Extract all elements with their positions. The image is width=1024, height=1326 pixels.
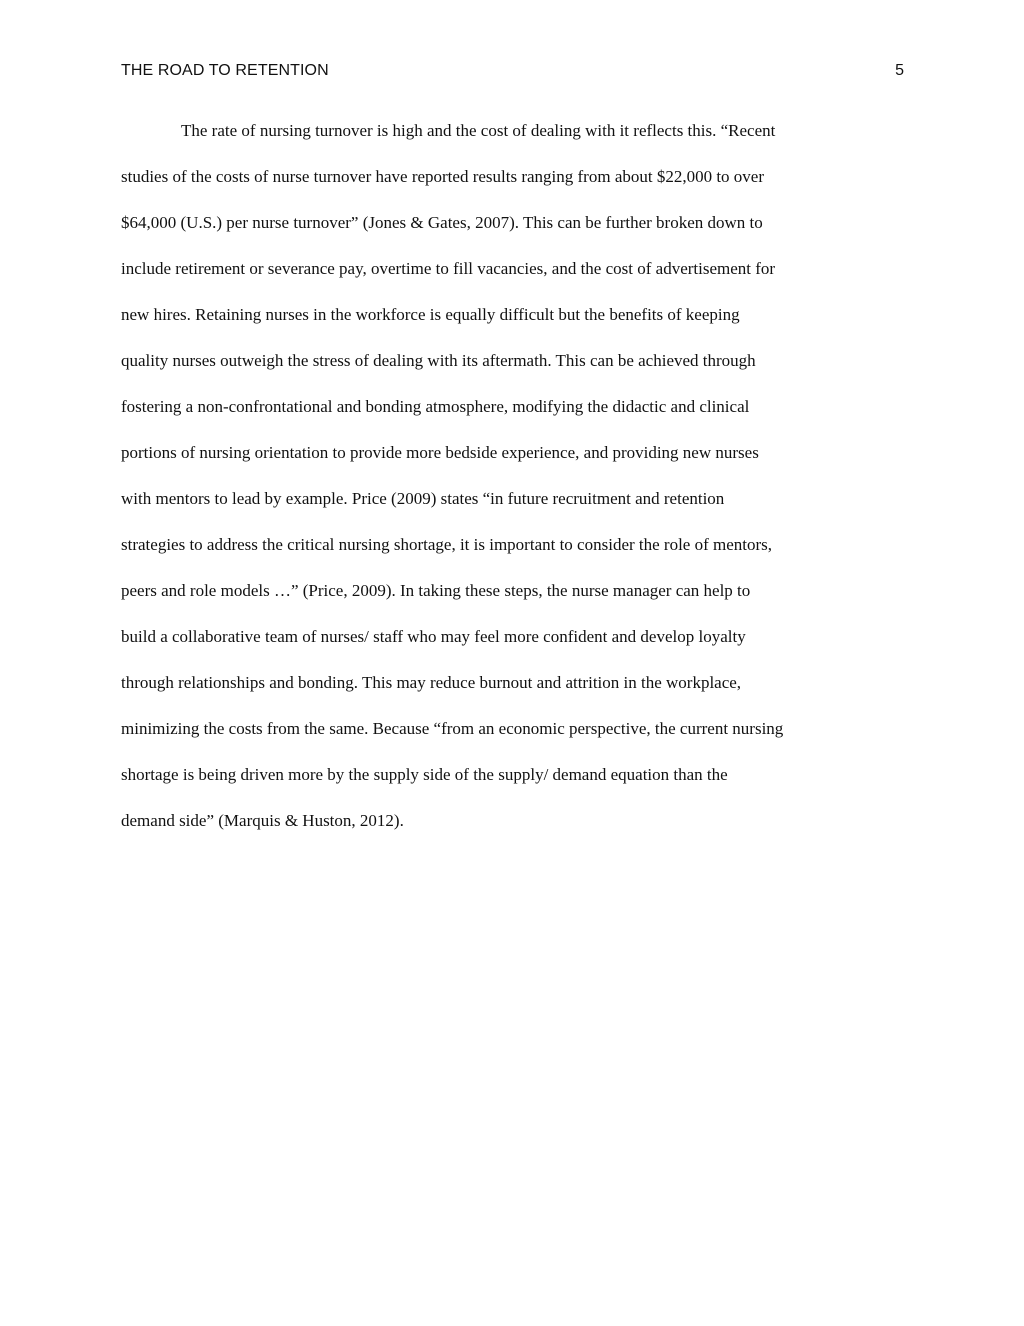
paragraph-line: new hires. Retaining nurses in the workforce is equally difficult but the benefits of keeping	[121, 305, 740, 324]
paragraph-line: build a collaborative team of nurses/ staff who may feel more confident and develop loyalty	[121, 627, 746, 646]
paragraph-line: strategies to address the critical nursing shortage, it is important to consider the role of mentors,	[121, 535, 773, 554]
paragraph-line: with mentors to lead by example. Price (2009) states “in future recruitment and retention	[121, 489, 725, 508]
paragraph-line: demand side” (Marquis & Huston, 2012).	[121, 811, 404, 830]
paragraph-line: $64,000 (U.S.) per nurse turnover” (Jones & Gates, 2007). This can be further broken down to	[121, 213, 763, 232]
paragraph-line: include retirement or severance pay, overtime to fill vacancies, and the cost of advertisement for	[121, 259, 776, 278]
paragraph-line: shortage is being driven more by the supply side of the supply/ demand equation than the	[121, 765, 728, 784]
running-head: THE ROAD TO RETENTION	[121, 62, 329, 79]
paragraph-line: The rate of nursing turnover is high and the cost of dealing with it reflects this. “Recent	[181, 121, 776, 140]
paragraph-line: fostering a non-confrontational and bonding atmosphere, modifying the didactic and clinical	[121, 397, 750, 416]
paragraph-line: minimizing the costs from the same. Because “from an economic perspective, the current nursing	[121, 719, 784, 738]
paragraph-line: portions of nursing orientation to provide more bedside experience, and providing new nurses	[121, 443, 759, 462]
body-paragraph	[121, 118, 911, 854]
paragraph-line: through relationships and bonding. This may reduce burnout and attrition in the workplace,	[121, 673, 742, 692]
paragraph-line: peers and role models …” (Price, 2009). In taking these steps, the nurse manager can help to	[121, 581, 751, 600]
paragraph-line: quality nurses outweigh the stress of dealing with its aftermath. This can be achieved through	[121, 351, 756, 370]
page-number: 5	[895, 62, 904, 79]
paragraph-line: studies of the costs of nurse turnover have reported results ranging from about $22,000 to over	[121, 167, 765, 186]
